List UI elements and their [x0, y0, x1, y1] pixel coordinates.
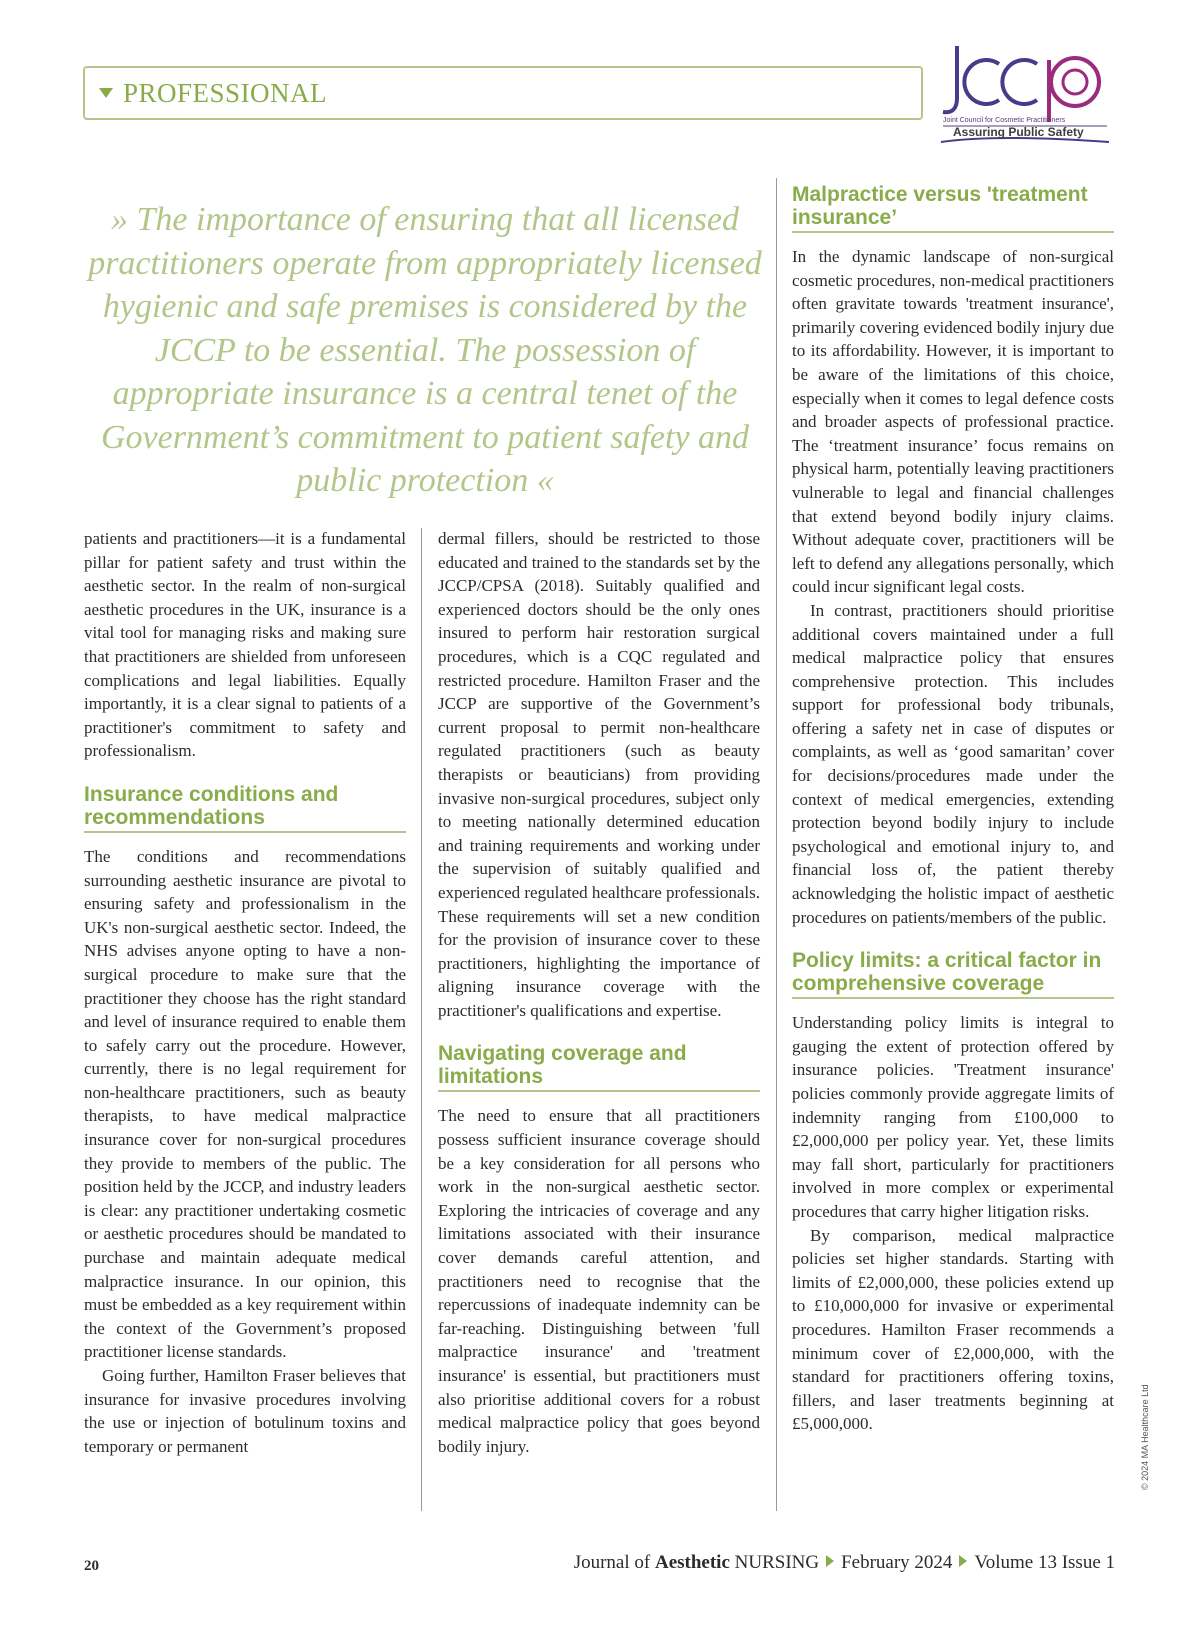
subheading-navigating-coverage: Navigating coverage and limitations [438, 1042, 760, 1092]
journal-name-prefix: Journal of [573, 1552, 655, 1573]
paragraph: dermal fillers, should be restricted to those educated and trained to the standards set by the JCCP/CPSA (2018). Suitably qualified and experienced doctors should be the only ones insured to perform hair restoration surgical procedures, which is a CQC regulated and restricted procedure. Hamilton Fraser and the JCCP are supportive of the Government’s current proposal to permit non-healthcare regulated practitioners (such as beauty therapists or beauticians) from providing invasive non-surgical procedures, subject only to meeting nationally determined education and training requirements and working under the supervision of suitably qualified and experienced regulated healthcare professionals. These requirements will set a new condition for the provision of insurance cover to these practitioners, highlighting the importance of aligning insurance coverage with the practitioner's qualifications and expertise. [438, 529, 760, 1020]
paragraph: By comparison, medical malpractice policies set higher standards. Starting with limits of £2,000,000, these policies extend up to £10,000,000 for invasive or experimental procedures. Hamilton Fraser recommends a minimum cover of £2,000,000, with the standard for practitioners offering toxins, fillers, and laser treatments beginning at £5,000,000. [792, 1225, 1114, 1434]
paragraph: The conditions and recommendations surrounding aesthetic insurance are pivotal to ensuring safety and professionalism in the UK's non-surgical aesthetic sector. Indeed, the NHS advises anyone opting to have a non-surgical procedure to make sure that the practitioner they choose has the right standard and level of insurance required to enable them to safely carry out the procedure. However, currently, there is no legal requirement for non-healthcare practitioners, such as beauty therapists, to have medical malpractice insurance cover for non-surgical procedures they provide to members of the public. The position held by the JCCP, and industry leaders is clear: any practitioner undertaking cosmetic or aesthetic procedures should be mandated to purchase and maintain adequate medical malpractice insurance. In our opinion, this must be embedded as a key requirement within the context of the Government’s proposed practitioner license standards. [84, 846, 406, 1362]
article-column-2 [438, 527, 760, 1458]
article-column-3 [792, 183, 1114, 1436]
copyright-notice: © 2024 MA Healthcare Ltd [1140, 1384, 1150, 1490]
column-divider [421, 528, 422, 1511]
subheading-policy-limits: Policy limits: a critical factor in comprehensive coverage [792, 949, 1114, 999]
triangle-right-icon [826, 1555, 834, 1567]
section-label: PROFESSIONAL [123, 77, 328, 108]
paragraph: The need to ensure that all practitioners possess sufficient insurance coverage should be a key consideration for all persons who work in the non-surgical aesthetic sector. Exploring the intricacies of coverage and any limitations associated with their insurance cover demands careful attention, and practitioners need to recognise that the repercussions of inadequate indemnity can be far-reaching. Distinguishing between 'full malpractice insurance' and 'treatment insurance' is essential, but practitioners must also prioritise additional covers for a robust medical malpractice policy that goes beyond bodily injury. [438, 1106, 760, 1456]
volume-issue: Volume 13 Issue 1 [974, 1552, 1115, 1573]
journal-footer [574, 1552, 1115, 1574]
column-divider [776, 178, 777, 1511]
jccp-logo [937, 38, 1112, 150]
paragraph: Going further, Hamilton Fraser believes that insurance for invasive procedures involving the use or injection of botulinum toxins and temporary or permanent [84, 1366, 406, 1456]
logo-tagline: Assuring Public Safety [953, 125, 1084, 139]
pull-quote: » The importance of ensuring that all licensed practitioners operate from appropriately licensed hygienic and safe premises is considered by the JCCP to be essential. The possession of appropriate insurance is a central tenet of the Government’s commitment to patient safety and public protection « [88, 201, 762, 499]
paragraph: Understanding policy limits is integral to gauging the extent of protection offered by insurance policies. 'Treatment insurance' policies commonly provide aggregate limits of indemnity ranging from £100,000 to £2,000,000 per policy year. Yet, these limits may fall short, particularly for practitioners involved in more complex or experimental procedures that carry higher litigation risks. [792, 1013, 1114, 1221]
paragraph: In contrast, practitioners should prioritise additional covers maintained under a full medical malpractice policy that ensures comprehensive protection. This includes support for professional body tribunals, offering a safety net in case of disputes or complaints, as well as ‘good samaritan’ cover for decisions/procedures made under the context of medical emergencies, extending protection beyond bodily injury to include psychological and emotional injury to, and financial loss of, the patient thereby acknowledging the holistic impact of aesthetic procedures on patients/members of the public. [792, 600, 1114, 927]
article-column-1 [84, 527, 406, 1458]
section-header-box [83, 66, 923, 120]
triangle-right-icon [959, 1555, 967, 1567]
triangle-down-icon [99, 88, 113, 98]
subheading-insurance-conditions: Insurance conditions and recommendations [84, 783, 406, 833]
paragraph: In the dynamic landscape of non-surgical cosmetic procedures, non-medical practitioners often gravitate towards 'treatment insurance', primarily covering evidenced bodily injury due to its affordability. However, it is important to be aware of the limitations of this choice, especially when it comes to legal defence costs and broader aspects of professional practice. The ‘treatment insurance’ focus remains on physical harm, potentially leaving practitioners vulnerable to legal and financial challenges that extend beyond bodily injury claims. Without adequate cover, practitioners will be left to defend any allegations personally, which could incur significant legal costs. [792, 247, 1114, 597]
journal-name-suffix: NURSING [729, 1552, 820, 1573]
page-number: 20 [84, 1558, 99, 1574]
paragraph: patients and practitioners—it is a fundamental pillar for patient safety and trust within the aesthetic sector. In the realm of non-surgical aesthetic procedures in the UK, insurance is a vital tool for managing risks and making sure that practitioners are shielded from unforeseen complications and legal liabilities. Equally importantly, it is a clear signal to patients of a practitioner's commitment to safety and professionalism. [84, 529, 406, 761]
journal-name-bold: Aesthetic [654, 1552, 730, 1573]
subheading-malpractice-vs-treatment: Malpractice versus 'treatment insurance’ [792, 183, 1114, 233]
logo-subtitle: Joint Council for Cosmetic Practitioners [943, 117, 1066, 124]
issue-date: February 2024 [841, 1552, 953, 1573]
